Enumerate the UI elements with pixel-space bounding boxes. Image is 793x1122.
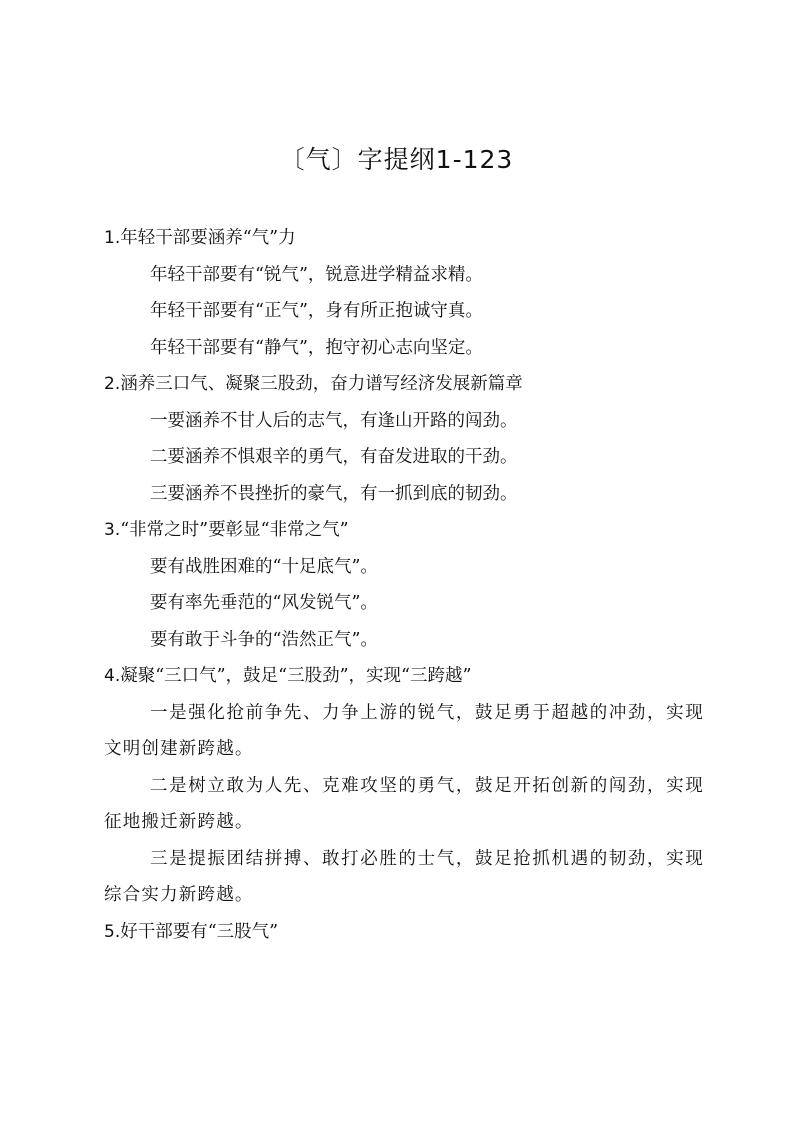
section-1: [104, 220, 704, 366]
section-heading: [104, 366, 704, 403]
section-heading-text: 好干部要有“三股气”: [120, 921, 279, 942]
section-number: 3.: [104, 520, 121, 540]
section-heading: [104, 658, 704, 695]
list-item: 要有战胜困难的“十足底气”。: [150, 556, 378, 577]
section-number: 5.: [104, 921, 121, 942]
section-5: [104, 914, 704, 951]
paragraph: 一是强化抢前争先、力争上游的锐气，鼓足勇于超越的冲劲，实现文明创建新跨越。: [104, 702, 704, 759]
section-heading-text: “非常之时”要彰显“非常之气”: [120, 520, 349, 540]
section-4: [104, 658, 704, 914]
section-heading: [104, 220, 704, 257]
paragraph: 二是树立敢为人先、克难攻坚的勇气，鼓足开拓创新的闯劲，实现征地搬迁新跨越。: [104, 775, 704, 832]
section-heading: [104, 512, 704, 549]
section-heading-text: 凝聚“三口气”，鼓足“三股劲”，实现“三跨越”: [120, 666, 472, 686]
paragraph: 三是提振团结拼搏、敢打必胜的士气，鼓足抢抓机遇的韧劲，实现综合实力新跨越。: [104, 848, 704, 905]
section-heading-text: 年轻干部要涵养“气”力: [120, 228, 296, 248]
section-3: [104, 512, 704, 658]
list-item: 一要涵养不甘人后的志气，有逢山开路的闯劲。: [150, 410, 518, 431]
list-item: 年轻干部要有“锐气”，锐意进学精益求精。: [150, 264, 483, 285]
list-item: 要有率先垂范的“风发锐气”。: [150, 593, 378, 613]
list-item: 三要涵养不畏挫折的豪气，有一抓到底的韧劲。: [150, 483, 518, 504]
list-item: 要有敢于斗争的“浩然正气”。: [150, 629, 378, 650]
list-item: 年轻干部要有“正气”，身有所正抱诚守真。: [150, 301, 483, 321]
section-number: 2.: [104, 374, 121, 394]
section-number: 4.: [104, 666, 121, 686]
page-title: 〔气〕字提纲1-123: [279, 145, 514, 174]
list-item: 年轻干部要有“静气”，抱守初心志向坚定。: [150, 337, 483, 358]
document-body: [104, 220, 704, 950]
section-2: [104, 366, 704, 512]
section-heading-text: 涵养三口气、凝聚三股劲，奋力谱写经济发展新篇章: [120, 374, 523, 394]
section-heading: [104, 914, 704, 951]
list-item: 二要涵养不惧艰辛的勇气，有奋发进取的干劲。: [150, 447, 518, 467]
section-number: 1.: [104, 228, 121, 248]
